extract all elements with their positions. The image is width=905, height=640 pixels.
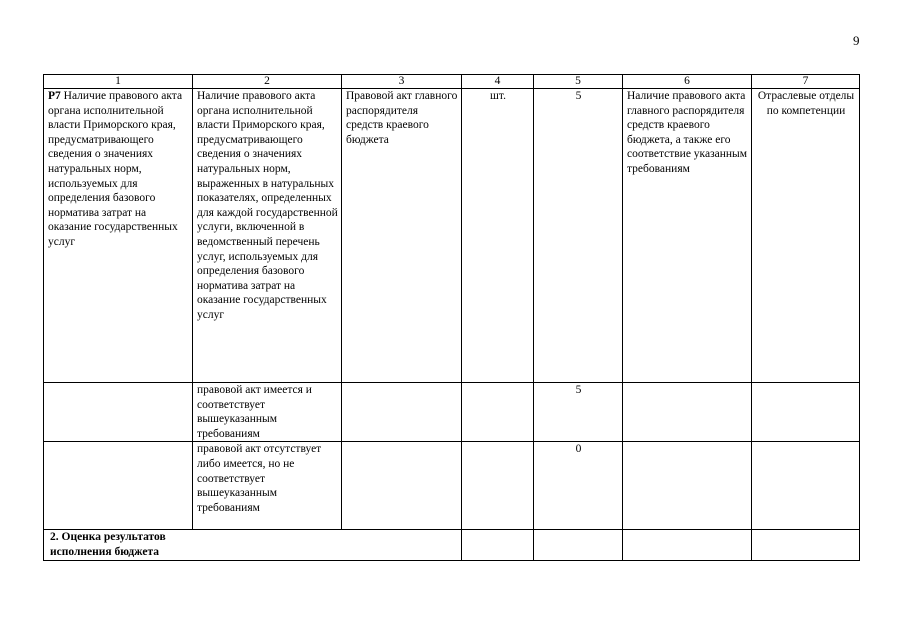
page-number: 9 bbox=[853, 33, 860, 48]
column-number-row bbox=[44, 75, 860, 89]
calculation-cell: Наличие правового акта органа исполнительной власти Приморского края, предусматривающего сведения о значениях натуральных норм, выраженных в натуральных показателях, определенных для каждой государственной услуги, включенной в ведомственный перечень услуг, используемых для определения базового норматива затрат на оказание государственных услуг bbox=[193, 89, 342, 383]
section-heading bbox=[44, 530, 462, 560]
empty-cell bbox=[623, 383, 752, 442]
column-header-5: 5 bbox=[534, 75, 623, 89]
empty-cell bbox=[534, 530, 623, 560]
empty-cell bbox=[44, 442, 193, 530]
indicator-name-cell bbox=[44, 89, 193, 383]
column-header-3: 3 bbox=[342, 75, 462, 89]
column-header-7: 7 bbox=[752, 75, 860, 89]
empty-cell bbox=[752, 442, 860, 530]
score-cell: 5 bbox=[534, 383, 623, 442]
comment-cell: Наличие правового акта главного распорядителя средств краевого бюджета, а также его соответствие указанным требованиям bbox=[623, 89, 752, 383]
table-row bbox=[44, 89, 860, 383]
column-header-6: 6 bbox=[623, 75, 752, 89]
empty-cell bbox=[623, 442, 752, 530]
criterion-cell: правовой акт отсутствует либо имеется, но не соответствует вышеуказанным требованиям bbox=[193, 442, 342, 530]
unit-cell: шт. bbox=[462, 89, 534, 383]
empty-cell bbox=[342, 442, 462, 530]
indicator-name: Наличие правового акта органа исполнительной власти Приморского края, предусматривающего сведения о значениях натуральных норм, используемых для определения базового норматива затрат на оказание государственных услуг bbox=[48, 90, 183, 248]
empty-cell bbox=[462, 442, 534, 530]
max-score-cell: 5 bbox=[534, 89, 623, 383]
column-header-1: 1 bbox=[44, 75, 193, 89]
source-cell: Правовой акт главного распорядителя средств краевого бюджета bbox=[342, 89, 462, 383]
table-row bbox=[44, 383, 860, 442]
responsible-cell: Отраслевые отделы по компетенции bbox=[752, 89, 860, 383]
empty-cell bbox=[342, 383, 462, 442]
empty-cell bbox=[462, 383, 534, 442]
table-row bbox=[44, 442, 860, 530]
indicator-code: Р7 bbox=[48, 90, 61, 102]
section-heading-line: исполнения бюджета bbox=[50, 545, 160, 558]
criterion-cell: правовой акт имеется и соответствует вышеуказанным требованиям bbox=[193, 383, 342, 442]
empty-cell bbox=[752, 530, 860, 560]
empty-cell bbox=[623, 530, 752, 560]
empty-cell bbox=[752, 383, 860, 442]
empty-cell bbox=[462, 530, 534, 560]
column-header-4: 4 bbox=[462, 75, 534, 89]
score-cell: 0 bbox=[534, 442, 623, 530]
section-heading-line: 2. Оценка результатов bbox=[50, 531, 166, 544]
empty-cell bbox=[44, 383, 193, 442]
criteria-table bbox=[43, 74, 860, 561]
section-heading-row bbox=[44, 530, 860, 560]
column-header-2: 2 bbox=[193, 75, 342, 89]
